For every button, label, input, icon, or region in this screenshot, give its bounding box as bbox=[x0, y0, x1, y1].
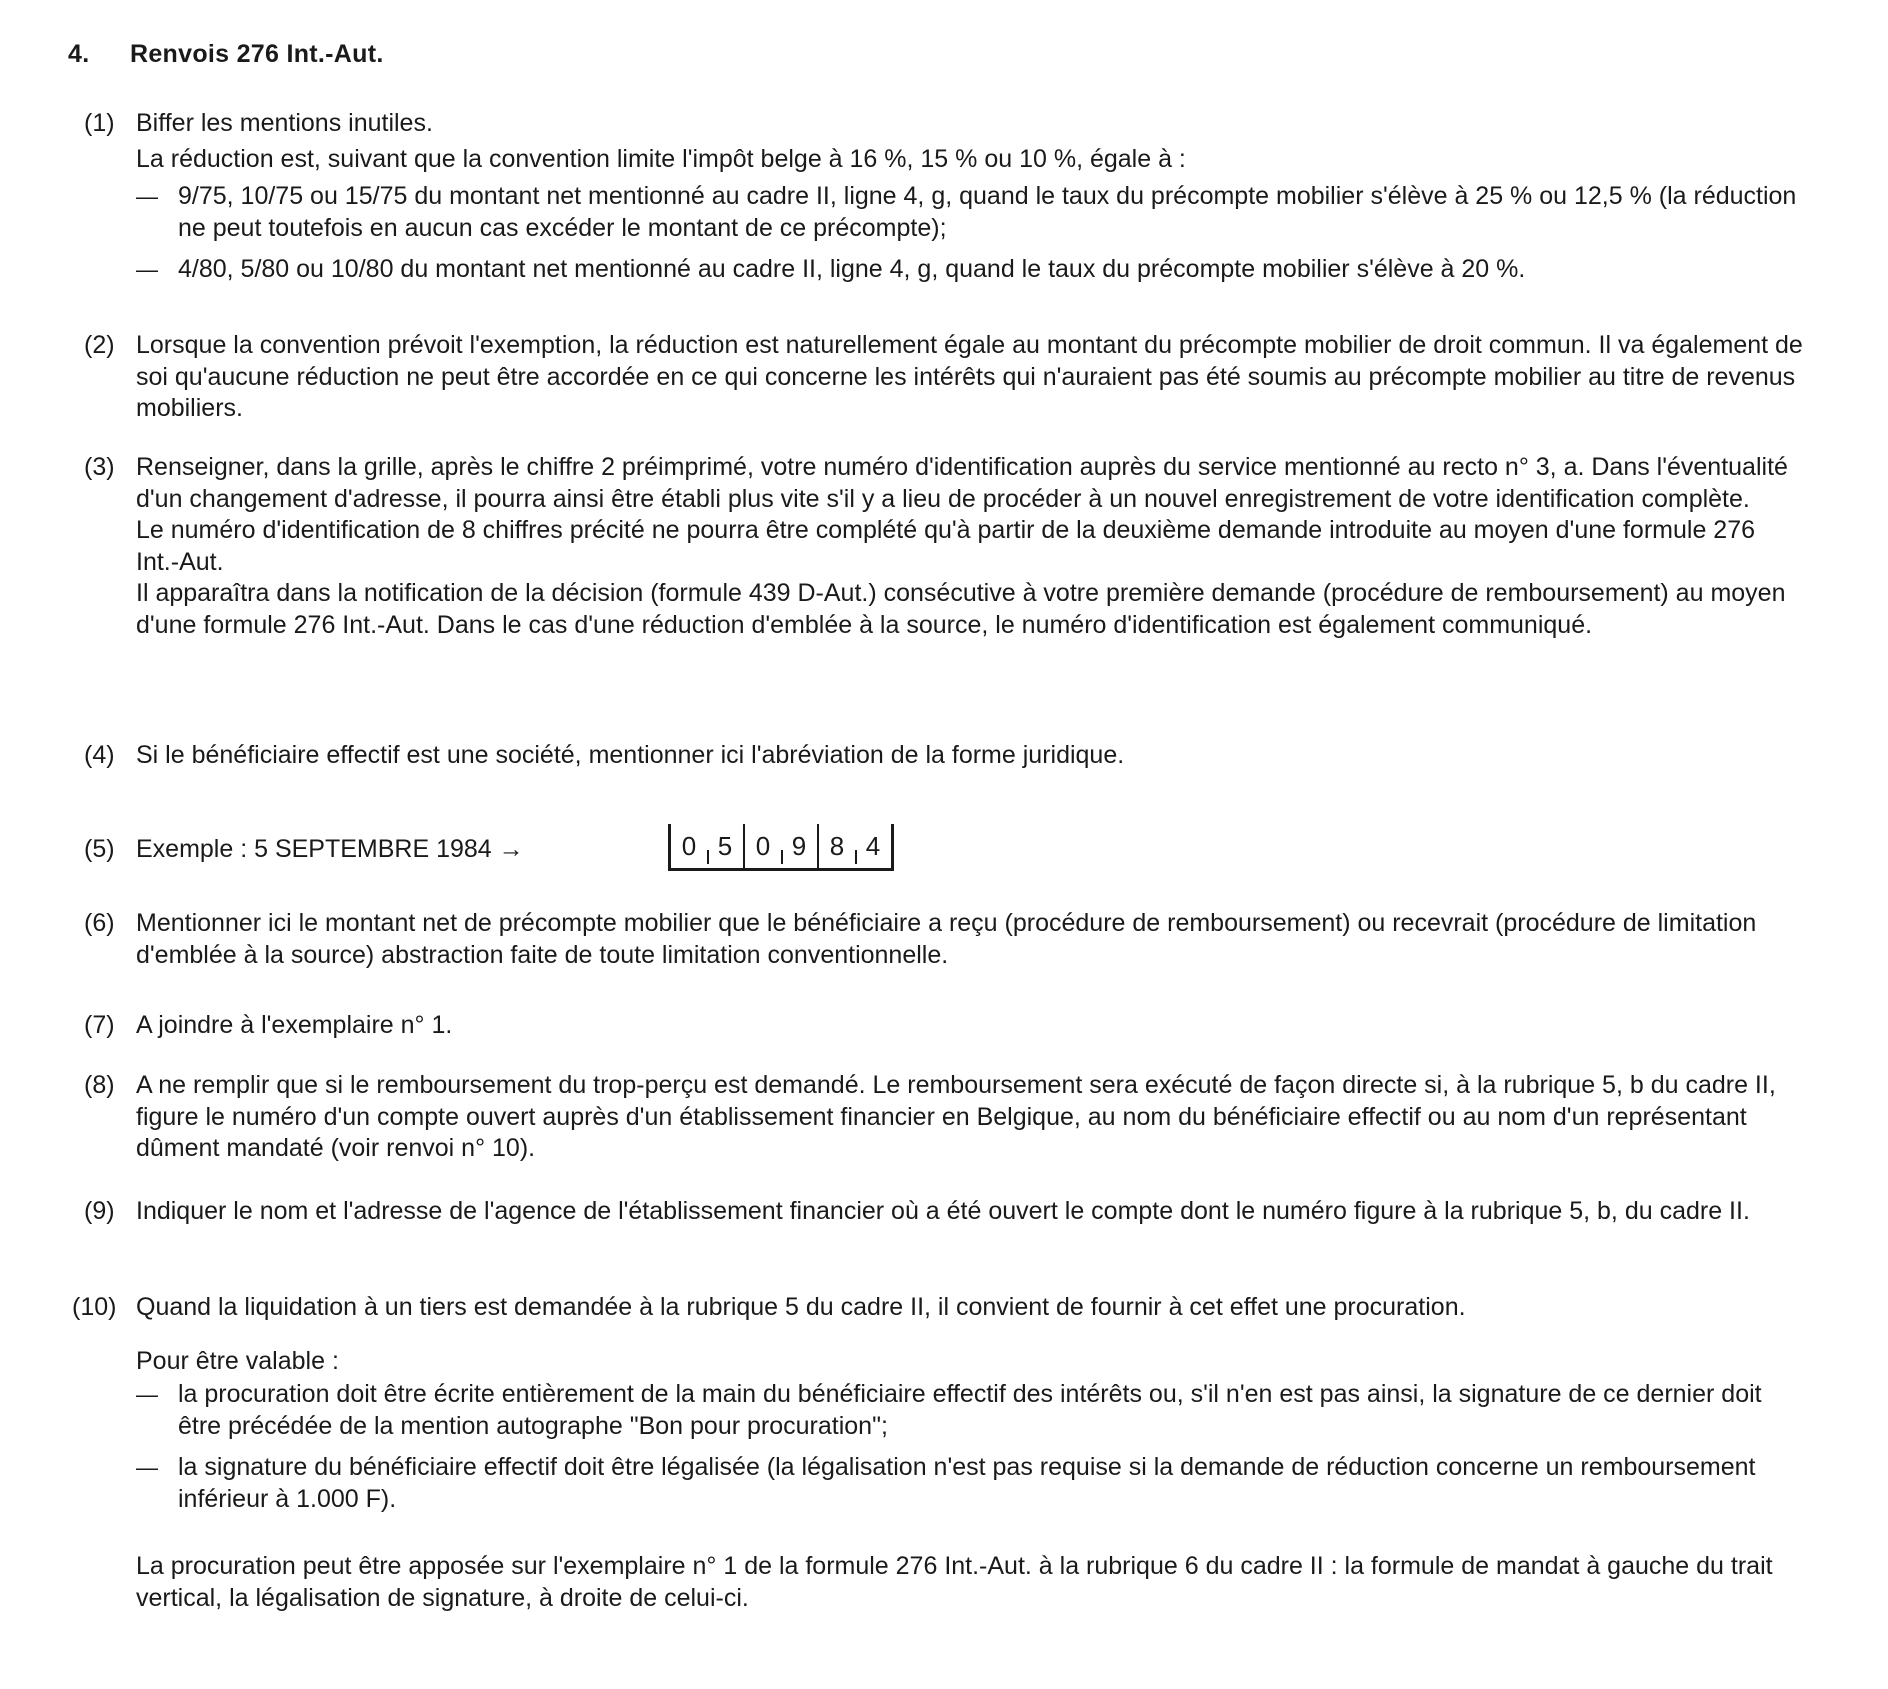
note-number: (2) bbox=[84, 331, 115, 359]
note-text: Si le bénéficiaire effectif est une société, mentionner ici l'abréviation de la forme juridique. bbox=[136, 741, 1125, 769]
date-digit: 0 bbox=[681, 831, 697, 861]
note-number: (7) bbox=[84, 1011, 115, 1039]
section-number: 4. bbox=[68, 40, 90, 68]
note-number: (8) bbox=[84, 1071, 115, 1099]
note-text: A joindre à l'exemplaire n° 1. bbox=[136, 1011, 453, 1039]
note-number: (10) bbox=[72, 1293, 117, 1321]
note-text: Indiquer le nom et l'adresse de l'agence de l'établissement financier où a été ouvert le compte dont le numéro figure à la rubrique 5, b, du cadre II. bbox=[136, 1197, 1750, 1225]
year-box bbox=[819, 824, 891, 868]
bullet-item: — 4/80, 5/80 ou 10/80 du montant net mentionné au cadre II, ligne 4, g, quand le taux du précompte mobilier s'élève à 20 %. bbox=[136, 254, 1804, 286]
note-9 bbox=[84, 1196, 1804, 1228]
note-8 bbox=[84, 1070, 1804, 1165]
section-heading bbox=[68, 40, 384, 69]
date-example-grid bbox=[668, 824, 894, 871]
note-number: (9) bbox=[84, 1197, 115, 1225]
note-number: (5) bbox=[84, 835, 115, 863]
note-text: Il apparaîtra dans la notification de la décision (formule 439 D-Aut.) consécutive à votre première demande (procédure de remboursement) au moyen d'une formule 276 Int.-Aut. Dans le cas d'une réduction d'emblée à la source, le numéro d'identification est également communiqué. bbox=[136, 579, 1786, 639]
note-intro: Pour être valable : bbox=[136, 1346, 339, 1375]
note-7 bbox=[84, 1010, 1804, 1042]
note-text: Le numéro d'identification de 8 chiffres précité ne pourra être complété qu'à partir de la deuxième demande introduite au moyen d'une formule 276 Int.-Aut. bbox=[136, 516, 1756, 576]
date-digit: 5 bbox=[707, 824, 743, 868]
bullet-item: — 9/75, 10/75 ou 15/75 du montant net mentionné au cadre II, ligne 4, g, quand le taux du précompte mobilier s'élève à 25 % ou 12,5 % (la réduction ne peut toutefois en aucun cas excéder le montant de ce précompte); bbox=[136, 181, 1804, 244]
month-box bbox=[745, 824, 819, 868]
section-title: Renvois 276 Int.-Aut. bbox=[130, 40, 384, 68]
day-box bbox=[671, 824, 745, 868]
date-digit: 8 bbox=[829, 831, 845, 861]
date-digit: 9 bbox=[781, 824, 817, 868]
note-number: (4) bbox=[84, 741, 115, 769]
note-2 bbox=[84, 330, 1804, 425]
note-6 bbox=[84, 908, 1804, 971]
note-number: (3) bbox=[84, 453, 115, 481]
note-10 bbox=[72, 1292, 1804, 1614]
note-text: A ne remplir que si le remboursement du trop-perçu est demandé. Le remboursement sera exécuté de façon directe si, à la rubrique 5, b du cadre II, figure le numéro d'un compte ouvert auprès d'un établissement financier en Belgique, au nom du bénéficiaire effectif ou au nom d'un représentant dûment mandaté (voir renvoi n° 10). bbox=[136, 1071, 1776, 1162]
note-text: Quand la liquidation à un tiers est demandée à la rubrique 5 du cadre II, il convient de fournir à cet effet une procuration. bbox=[136, 1293, 1466, 1321]
note-closing: La procuration peut être apposée sur l'exemplaire n° 1 de la formule 276 Int.-Aut. à la rubrique 6 du cadre II : la formule de mandat à gauche du trait vertical, la légalisation de signature, à droite de celui-ci. bbox=[136, 1552, 1773, 1612]
note-number: (1) bbox=[84, 109, 115, 137]
note-text: Lorsque la convention prévoit l'exemption, la réduction est naturellement égale au montant du précompte mobilier de droit commun. Il va également de soi qu'aucune réduction ne peut être accordée en ce qui concerne les intérêts qui n'auraient pas été soumis au précompte mobilier au titre de revenus mobiliers. bbox=[136, 331, 1803, 422]
note-text: Mentionner ici le montant net de précompte mobilier que le bénéficiaire a reçu (procédure de remboursement) ou recevrait (procédure de limitation d'emblée à la source) abstraction faite de toute limitation conventionnelle. bbox=[136, 909, 1757, 969]
note-1 bbox=[84, 108, 1804, 286]
note-text: La réduction est, suivant que la convention limite l'impôt belge à 16 %, 15 % ou 10 %, égale à : bbox=[136, 144, 1186, 173]
date-digit: 0 bbox=[755, 831, 771, 861]
date-example-label: Exemple : 5 SEPTEMBRE 1984 → bbox=[136, 835, 524, 863]
note-3 bbox=[84, 452, 1804, 641]
date-digit: 4 bbox=[855, 824, 891, 868]
bullet-item: — la procuration doit être écrite entièrement de la main du bénéficiaire effectif des intérêts ou, s'il n'en est pas ainsi, la signature de ce dernier doit être précédée de la mention autographe "Bon pour procuration"; bbox=[136, 1379, 1804, 1442]
note-text: Biffer les mentions inutiles. bbox=[136, 109, 433, 137]
note-text: Renseigner, dans la grille, après le chiffre 2 préimprimé, votre numéro d'identification auprès du service mentionné au recto n° 3, a. Dans l'éventualité d'un changement d'adresse, il pourra ainsi être établi plus vite s'il y a lieu de procéder à un nouvel enregistrement de votre identification complète. bbox=[136, 453, 1788, 513]
note-number: (6) bbox=[84, 909, 115, 937]
note-4 bbox=[84, 740, 1804, 772]
bullet-item: — la signature du bénéficiaire effectif doit être légalisée (la légalisation n'est pas requise si la demande de réduction concerne un remboursement inférieur à 1.000 F). bbox=[136, 1452, 1804, 1515]
